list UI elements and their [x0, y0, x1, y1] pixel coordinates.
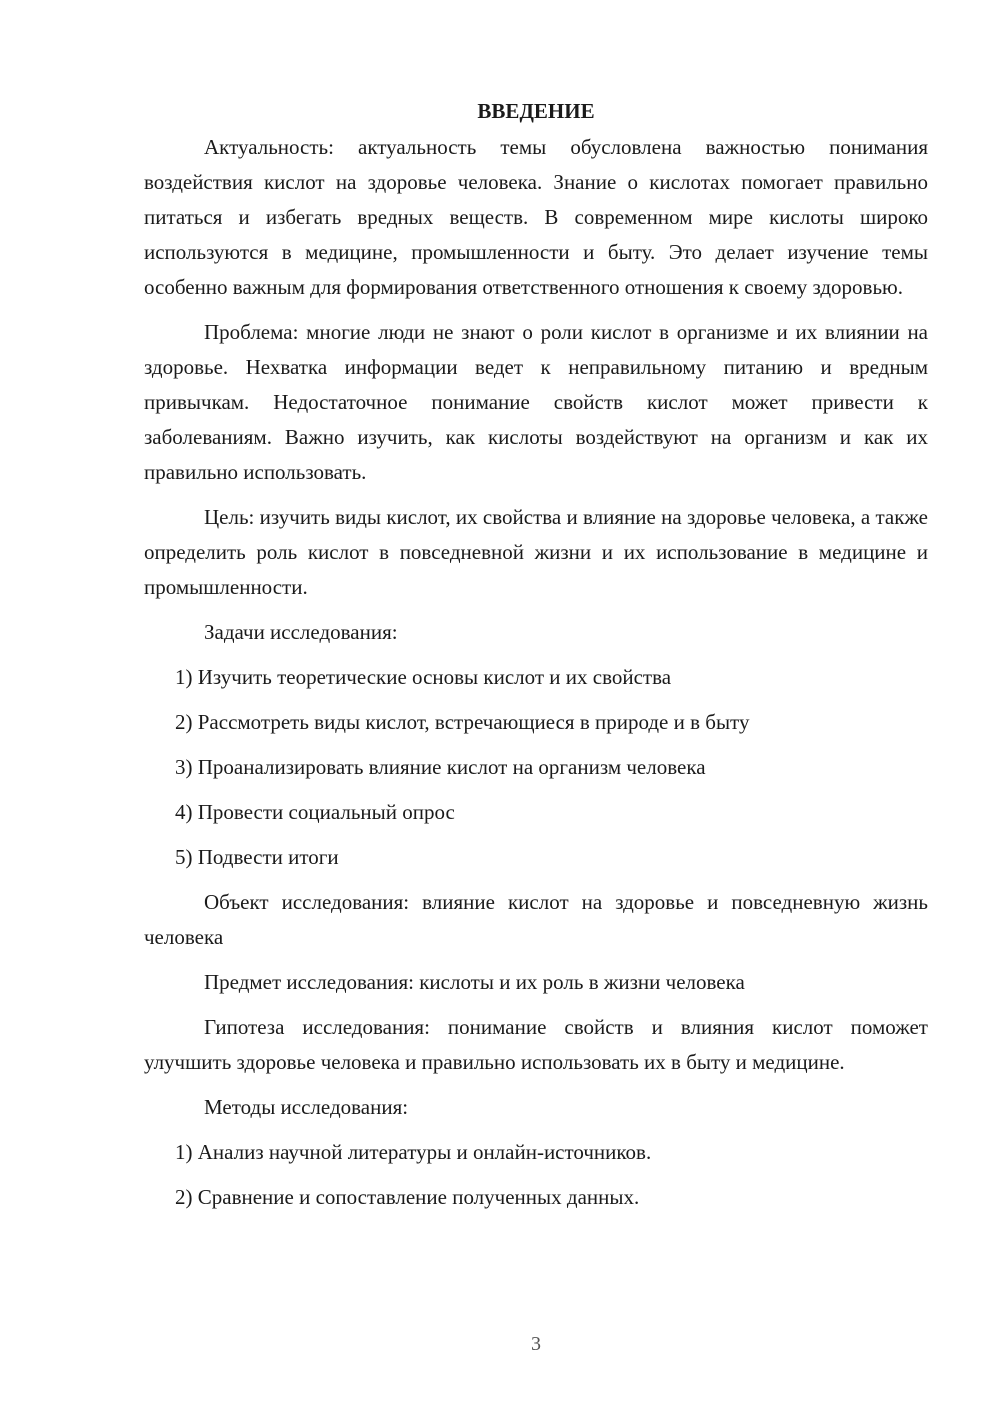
document-page [144, 96, 928, 1225]
list-item: 1) Изучить теоретические основы кислот и их свойства [175, 665, 672, 689]
object-paragraph: Объект исследования: влияние кислот на здоровье и повседневную жизнь человека [144, 890, 928, 949]
methods-list [144, 1135, 928, 1215]
list-item: 1) Анализ научной литературы и онлайн-источников. [175, 1140, 652, 1164]
subject-paragraph: Предмет исследования: кислоты и их роль в жизни человека [204, 970, 745, 994]
problem-paragraph: Проблема: многие люди не знают о роли кислот в организме и их влиянии на здоровье. Нехватка информации ведет к неправильному питанию и вредным привычкам. Недостаточное понимание свойств кислот может привести к заболеваниям. Важно изучить, как кислоты воздействуют на организм и как их правильно использовать. [144, 320, 928, 484]
list-item: 5) Подвести итоги [175, 845, 339, 869]
tasks-list [144, 660, 928, 875]
list-item: 2) Сравнение и сопоставление полученных данных. [175, 1185, 640, 1209]
goal-paragraph: Цель: изучить виды кислот, их свойства и влияние на здоровье человека, а также определить роль кислот в повседневной жизни и их использование в медицине и промышленности. [144, 505, 928, 599]
page-number: 3 [531, 1333, 541, 1355]
tasks-label: Задачи исследования: [204, 620, 398, 644]
hypothesis-paragraph: Гипотеза исследования: понимание свойств и влияния кислот поможет улучшить здоровье человека и правильно использовать их в быту и медицине. [144, 1015, 928, 1074]
list-item: 2) Рассмотреть виды кислот, встречающиеся в природе и в быту [175, 710, 750, 734]
methods-label: Методы исследования: [204, 1095, 409, 1119]
relevance-paragraph: Актуальность: актуальность темы обусловлена важностью понимания воздействия кислот на здоровье человека. Знание о кислотах помогает правильно питаться и избегать вредных веществ. В современном мире кислоты широко используются в медицине, промышленности и быту. Это делает изучение темы особенно важным для формирования ответственного отношения к своему здоровью. [144, 135, 928, 299]
list-item: 3) Проанализировать влияние кислот на организм человека [175, 755, 706, 779]
section-heading: ВВЕДЕНИЕ [477, 99, 595, 123]
list-item: 4) Провести социальный опрос [175, 800, 455, 824]
